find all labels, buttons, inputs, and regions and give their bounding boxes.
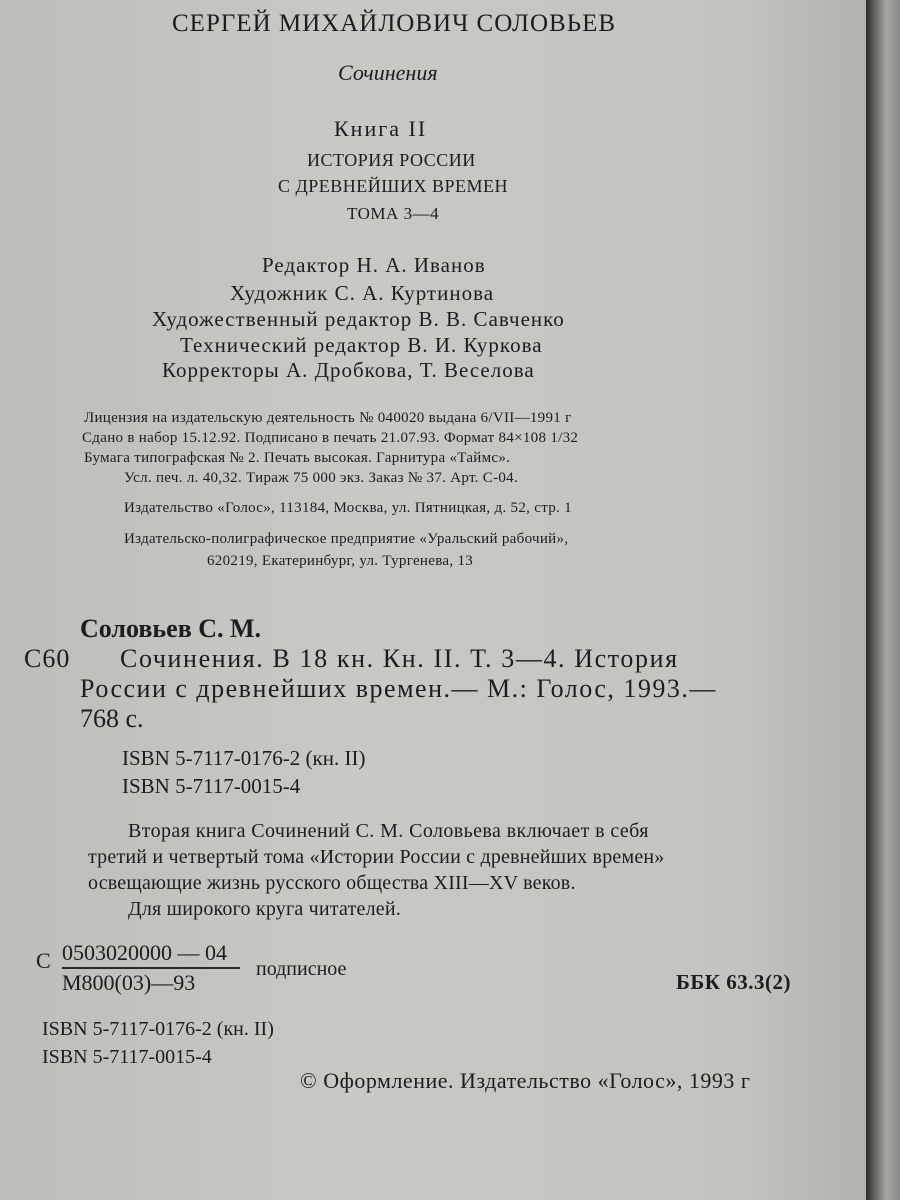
copyright-line: © Оформление. Издательство «Голос», 1993 г <box>300 1068 751 1093</box>
bbk-code: ББК 63.3(2) <box>676 970 791 994</box>
annotation-line-4: Для широкого круга читателей. <box>128 898 401 920</box>
volumes-line: ТОМА 3—4 <box>347 204 440 223</box>
credit-artist: Художник С. А. Куртинова <box>230 281 495 305</box>
credit-tech-editor: Технический редактор В. И. Куркова <box>180 333 543 357</box>
publisher-address: Издательство «Голос», 113184, Москва, ул. Пятницкая, д. 52, стр. 1 <box>124 500 572 516</box>
book-number: Книга II <box>334 116 428 141</box>
credit-editor: Редактор Н. А. Иванов <box>262 253 486 277</box>
catalog-isbn-1: ISBN 5-7117-0176-2 (кн. II) <box>122 746 366 770</box>
printer-line-1: Издательско-полиграфическое предприятие «Уральский рабочий», <box>124 531 569 547</box>
works-subtitle: Сочинения <box>338 60 438 85</box>
subscription-note: подписное <box>256 958 347 980</box>
catalog-line-3: 768 с. <box>80 704 144 733</box>
catalog-code: С60 <box>24 644 71 673</box>
title-line-1: ИСТОРИЯ РОССИИ <box>307 150 476 170</box>
credit-art-editor: Художественный редактор В. В. Савченко <box>152 307 565 331</box>
fraction-bar <box>62 967 240 969</box>
footer-isbn-1: ISBN 5-7117-0176-2 (кн. II) <box>42 1018 274 1040</box>
author-heading: СЕРГЕЙ МИХАЙЛОВИЧ СОЛОВЬЕВ <box>172 10 617 37</box>
imprint-paper: Бумага типографская № 2. Печать высокая. Гарнитура «Таймс». <box>84 450 511 466</box>
annotation-line-1: Вторая книга Сочинений С. М. Соловьева включает в себя <box>128 820 649 842</box>
index-denominator: М800(03)—93 <box>62 970 196 995</box>
imprint-print-run: Усл. печ. л. 40,32. Тираж 75 000 экз. Заказ № 37. Арт. С-04. <box>124 470 519 486</box>
catalog-author: Соловьев С. М. <box>80 614 262 643</box>
index-letter: С <box>36 948 51 973</box>
printer-line-2: 620219, Екатеринбург, ул. Тургенева, 13 <box>207 553 474 569</box>
catalog-line-2: России с древнейших времен.— М.: Голос, 1993.— <box>80 674 717 703</box>
page-gutter-shadow <box>866 0 900 1200</box>
catalog-isbn-2: ISBN 5-7117-0015-4 <box>122 774 301 798</box>
index-numerator: 0503020000 — 04 <box>62 940 227 965</box>
imprint-dates: Сдано в набор 15.12.92. Подписано в печать 21.07.93. Формат 84×108 1/32 <box>82 430 579 446</box>
title-line-2: С ДРЕВНЕЙШИХ ВРЕМЕН <box>278 176 508 196</box>
catalog-line-1: Сочинения. В 18 кн. Кн. II. Т. 3—4. История <box>120 644 679 673</box>
annotation-line-2: третий и четвертый тома «Истории России с древнейших времен» <box>88 846 665 868</box>
credit-proofreaders: Корректоры А. Дробкова, Т. Веселова <box>162 358 535 382</box>
annotation-line-3: освещающие жизнь русского общества XIII—XV веков. <box>88 872 576 894</box>
imprint-license: Лицензия на издательскую деятельность № 040020 выдана 6/VII—1991 г <box>84 410 572 426</box>
footer-isbn-2: ISBN 5-7117-0015-4 <box>42 1046 212 1068</box>
